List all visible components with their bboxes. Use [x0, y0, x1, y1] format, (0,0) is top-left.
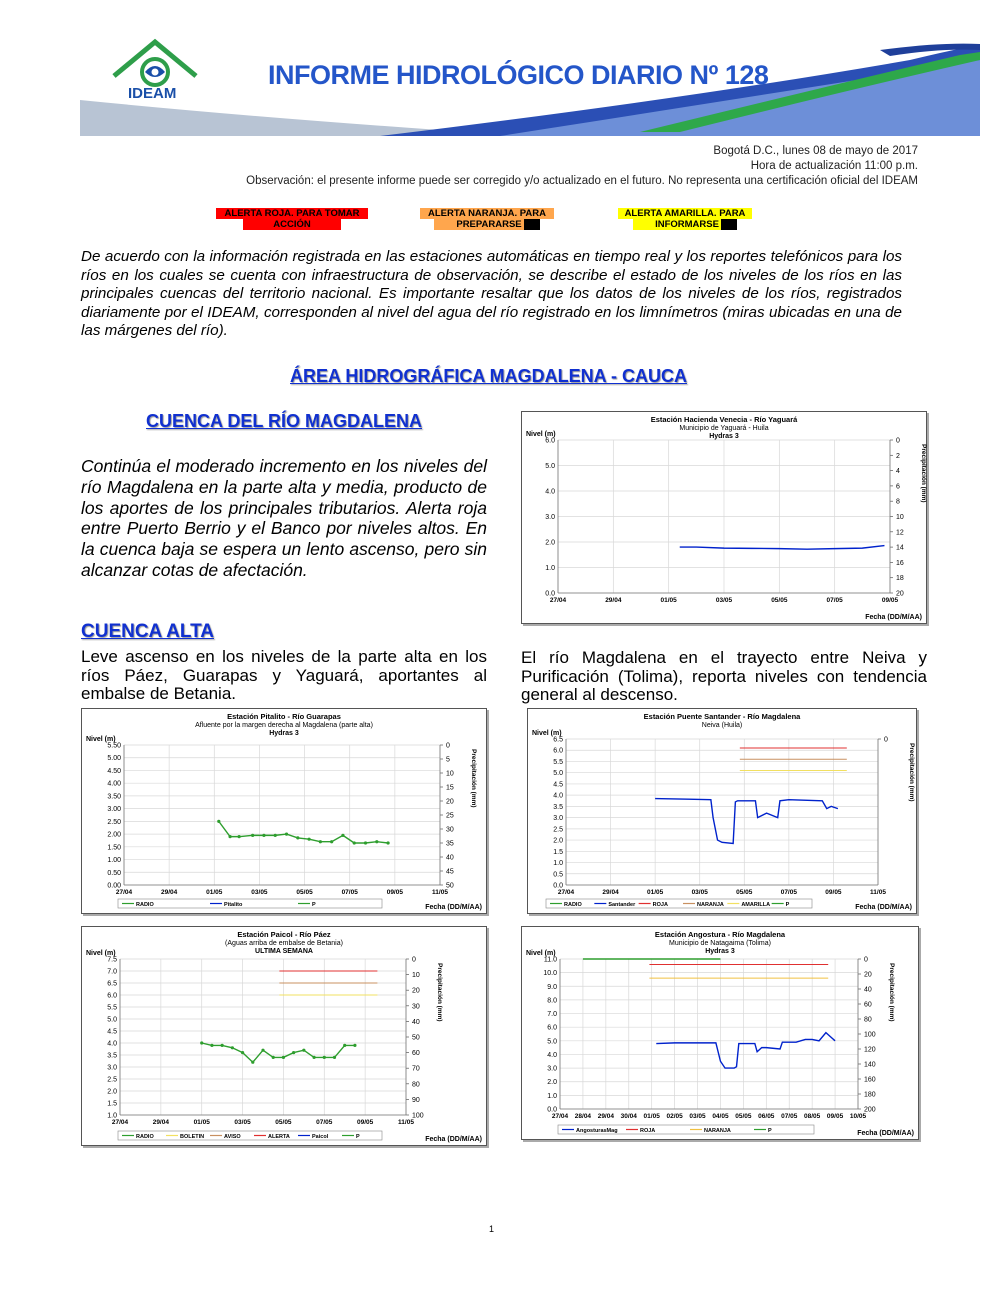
y2-tick-label: 14	[896, 544, 904, 552]
chart-puente-santander	[527, 708, 917, 914]
series-point	[231, 1046, 234, 1049]
y-tick-label: 5.00	[107, 755, 121, 763]
y2-tick-label: 15	[446, 784, 454, 792]
series-point	[221, 1044, 224, 1047]
y2-tick-label: 200	[864, 1106, 876, 1114]
alert-roja-line1: ALERTA ROJA. PARA TOMAR	[216, 208, 368, 219]
series-point	[343, 1044, 346, 1047]
y-tick-label: 7.0	[107, 968, 117, 976]
chart-paicol	[81, 926, 487, 1146]
series-point	[375, 840, 378, 843]
y-tick-label: 10.0	[543, 970, 557, 978]
y2-tick-label: 0	[896, 437, 900, 445]
y-tick-label: 1.50	[107, 844, 121, 852]
x-tick-label: 09/05	[881, 597, 899, 604]
chart-angostura	[521, 926, 919, 1140]
y-tick-label: 3.50	[107, 793, 121, 801]
cuenca-title: CUENCA DEL RÍO MAGDALENA	[146, 411, 423, 431]
x-tick-label: 03/05	[689, 1113, 706, 1120]
chart-title: Estación Pitalito - Río Guarapas	[227, 712, 341, 721]
legend-label: P	[356, 1134, 360, 1140]
alert-naranja-line2: PREPARARSE	[434, 219, 523, 230]
chart-subtitle-2: Hydras 3	[705, 948, 735, 955]
y2-tick-label: 0	[884, 736, 888, 744]
x-tick-label: 05/05	[275, 1119, 292, 1126]
y-tick-label: 5.5	[553, 758, 563, 766]
y-tick-label: 0.00	[107, 882, 121, 890]
y-tick-label: 9.0	[547, 983, 557, 991]
y2-tick-label: 100	[864, 1031, 876, 1039]
series-point	[364, 841, 367, 844]
y-tick-label: 1.5	[107, 1100, 117, 1108]
y-axis-label: Nivel (m)	[526, 950, 556, 957]
alert-roja-line2: ACCIÓN	[243, 219, 340, 230]
y-tick-label: 4.0	[547, 1051, 557, 1059]
series-point	[282, 1056, 285, 1059]
y2-tick-label: 12	[896, 529, 904, 537]
y-tick-label: 5.0	[545, 463, 555, 470]
y-tick-label: 3.0	[107, 1064, 117, 1072]
legend-label: NARANJA	[704, 1128, 731, 1134]
y-tick-label: 3.5	[107, 1052, 117, 1060]
chart-title: Estación Paicol - Río Páez	[237, 930, 331, 939]
series-point	[200, 1041, 203, 1044]
alert-roja	[216, 208, 368, 230]
y-tick-label: 4.00	[107, 780, 121, 788]
legend-label: P	[785, 902, 790, 908]
x-tick-label: 01/05	[643, 1113, 660, 1120]
x-tick-label: 05/05	[296, 889, 313, 896]
chart-title: Estación Puente Santander - Río Magdalena	[643, 712, 801, 721]
y-axis-label: Nivel (m)	[86, 950, 116, 957]
x-tick-label: 01/05	[660, 597, 677, 604]
x-tick-label: 10/05	[849, 1113, 867, 1120]
y2-tick-label: 10	[412, 972, 420, 980]
y2-tick-label: 160	[864, 1076, 876, 1084]
intro-paragraph: De acuerdo con la información registrada en las estaciones automáticas en tiempo real y los reportes telefónicos para los ríos en los cuales se cuenta con infraestructura de observación, se describe el estado de los niveles de los ríos en las principales cuencas del territorio nacional. Es importante resaltar que los datos de los niveles de los ríos, registrados diariamente por el IDEAM, corresponden al nivel del agua del río registrado en los limnímetros (miras ubicadas en una de las márgenes del río).	[81, 248, 902, 339]
chart-subtitle-2: Hydras 3	[709, 433, 739, 440]
series-point	[330, 840, 333, 843]
y-tick-label: 6.5	[553, 736, 563, 744]
y2-tick-label: 10	[446, 770, 454, 778]
y-tick-label: 0.5	[553, 871, 563, 879]
x-tick-label: 30/04	[620, 1113, 637, 1120]
y2-tick-label: 120	[864, 1046, 876, 1054]
y-axis-label: Nivel (m)	[532, 730, 562, 737]
series-point	[292, 1051, 295, 1054]
y2-tick-label: 20	[896, 590, 904, 598]
y2-tick-label: 90	[412, 1096, 420, 1104]
series-point	[241, 1051, 244, 1054]
chart-pitalito	[81, 708, 487, 914]
y-tick-label: 3.0	[553, 815, 563, 823]
x-tick-label: 05/05	[735, 1113, 752, 1120]
x-tick-label: 29/04	[161, 889, 178, 896]
y2-tick-label: 40	[446, 854, 454, 862]
x-tick-label: 06/05	[758, 1113, 775, 1120]
y2-tick-label: 140	[864, 1061, 876, 1069]
alert-amarilla	[618, 208, 752, 230]
x-tick-label: 27/04	[551, 1113, 569, 1120]
alert-amarilla-line2: INFORMARSE	[633, 219, 721, 230]
alert-naranja-line1: ALERTA NARANJA. PARA	[420, 208, 554, 219]
y-tick-label: 4.0	[107, 1040, 117, 1048]
chart-subtitle: Municipio de Natagaima (Tolima)	[669, 940, 771, 947]
y-tick-label: 4.0	[553, 792, 563, 800]
legend-label: Paicol	[312, 1134, 329, 1140]
series-point	[251, 1061, 254, 1064]
x-tick-label: 29/04	[152, 1119, 169, 1126]
chart-subtitle: Neiva (Huila)	[701, 722, 743, 729]
series-point	[319, 840, 322, 843]
chart-subtitle-2: Hydras 3	[269, 730, 299, 737]
y-tick-label: 1.0	[553, 860, 563, 868]
series-point	[285, 832, 288, 835]
y-tick-label: 0.0	[545, 590, 555, 598]
y2-tick-label: 18	[896, 575, 904, 583]
y-tick-label: 3.0	[547, 1065, 557, 1073]
series-point	[274, 834, 277, 837]
chart-title: Estación Angostura - Río Magdalena	[654, 930, 786, 939]
y-tick-label: 4.50	[107, 767, 121, 775]
y-tick-label: 1.00	[107, 857, 121, 865]
chart-subtitle: Municipio de Yaguará - Huila	[679, 425, 769, 432]
legend-label: ROJA	[640, 1128, 656, 1134]
y2-tick-label: 80	[412, 1081, 420, 1089]
x-axis-label: Fecha (DD/M/AA)	[425, 1136, 482, 1143]
y-tick-label: 0.0	[547, 1106, 557, 1114]
y2-tick-label: 20	[864, 971, 872, 979]
series-line	[655, 799, 838, 844]
legend-label: RADIO	[564, 902, 582, 908]
y-tick-label: 0.50	[107, 869, 121, 877]
x-axis-label: Fecha (DD/M/AA)	[425, 904, 482, 911]
x-tick-label: 09/05	[386, 889, 403, 896]
y2-tick-label: 60	[412, 1050, 420, 1058]
series-point	[296, 836, 299, 839]
y-tick-label: 11.0	[543, 956, 557, 964]
x-tick-label: 03/05	[691, 889, 708, 896]
series-point	[302, 1049, 305, 1052]
chart-subtitle: (Aguas arriba de embalse de Betania)	[225, 940, 343, 947]
y2-tick-label: 16	[896, 559, 904, 567]
series-point	[228, 835, 231, 838]
y2-tick-label: 20	[446, 798, 454, 806]
y-axis-label: Nivel (m)	[526, 431, 556, 438]
series-point	[307, 838, 310, 841]
x-tick-label: 27/04	[115, 889, 133, 896]
y2-axis-label: Precipitación (mm)	[470, 749, 477, 808]
x-tick-label: 01/05	[647, 889, 664, 896]
legend-label: ALERTA	[268, 1134, 290, 1140]
legend-label: RADIO	[136, 1134, 154, 1140]
y2-tick-label: 8	[896, 498, 900, 506]
x-tick-label: 29/04	[605, 597, 622, 604]
x-tick-label: 11/05	[432, 889, 448, 896]
series-point	[217, 820, 220, 823]
y2-tick-label: 45	[446, 868, 454, 876]
x-axis-label: Fecha (DD/M/AA)	[865, 614, 922, 621]
y-tick-label: 3.5	[553, 803, 563, 811]
legend-label: Pitalito	[224, 902, 243, 908]
x-tick-label: 27/04	[111, 1119, 129, 1126]
y2-tick-label: 4	[896, 468, 900, 476]
x-tick-label: 28/04	[574, 1113, 592, 1120]
x-tick-label: 01/05	[193, 1119, 210, 1126]
y-tick-label: 1.0	[547, 1092, 557, 1100]
legend-label: AVISO	[224, 1134, 241, 1140]
chart-title: Estación Hacienda Venecia - Río Yaguará	[650, 415, 798, 424]
y-tick-label: 7.5	[107, 956, 117, 964]
x-tick-label: 09/05	[826, 1113, 844, 1120]
y-tick-label: 4.5	[107, 1028, 117, 1036]
legend-box	[118, 899, 382, 908]
series-point	[251, 834, 254, 837]
x-tick-label: 09/05	[357, 1119, 374, 1126]
y-tick-label: 7.0	[547, 1011, 557, 1019]
y2-tick-label: 0	[446, 742, 450, 750]
x-tick-label: 11/05	[870, 889, 886, 896]
y2-tick-label: 100	[412, 1112, 424, 1120]
y2-axis-label: Precipitación (mm)	[888, 963, 895, 1022]
y-tick-label: 0.0	[553, 882, 563, 890]
legend-label: AngosturasMag	[576, 1128, 618, 1134]
y2-tick-label: 6	[896, 483, 900, 491]
y2-tick-label: 60	[864, 1001, 872, 1009]
x-tick-label: 27/04	[557, 889, 575, 896]
series-point	[238, 835, 241, 838]
y-tick-label: 1.0	[107, 1112, 117, 1120]
y2-tick-label: 0	[864, 956, 868, 964]
x-tick-label: 09/05	[825, 889, 842, 896]
y2-tick-label: 0	[412, 956, 416, 964]
series-point	[386, 841, 389, 844]
x-tick-label: 04/05	[712, 1113, 729, 1120]
logo-text: IDEAM	[128, 85, 177, 102]
x-tick-label: 07/05	[781, 1113, 798, 1120]
x-axis-label: Fecha (DD/M/AA)	[857, 1130, 914, 1137]
y2-tick-label: 5	[446, 756, 450, 764]
chart-paicol-svg	[82, 927, 486, 1145]
x-tick-label: 03/05	[234, 1119, 251, 1126]
series-point	[333, 1056, 336, 1059]
legend-label: NARANJA	[697, 902, 724, 908]
y2-axis-label: Precipitación (mm)	[436, 963, 443, 1022]
y2-tick-label: 30	[412, 1003, 420, 1011]
page-number: 1	[489, 1224, 495, 1234]
redaction-block	[721, 219, 737, 230]
legend-label: AMARILLA	[741, 902, 771, 908]
report-title: INFORME HIDROLÓGICO DIARIO Nº 128	[268, 60, 769, 90]
y-tick-label: 2.5	[107, 1076, 117, 1084]
legend-label: RADIO	[136, 902, 154, 908]
y-tick-label: 6.0	[553, 747, 563, 755]
series-point	[262, 834, 265, 837]
y-tick-label: 1.0	[545, 565, 555, 572]
series-line	[680, 546, 885, 550]
x-tick-label: 08/05	[804, 1113, 821, 1120]
x-tick-label: 07/05	[341, 889, 358, 896]
chart-angostura-svg	[522, 927, 918, 1139]
alta-paragraph: Leve ascenso en los niveles de la parte alta en los ríos Páez, Guarapas y Yaguará, aportantes al embalse de Betania.	[81, 647, 487, 703]
series-line	[656, 1033, 835, 1068]
x-tick-label: 07/05	[780, 889, 797, 896]
series-point	[261, 1049, 264, 1052]
chart-puente-santander-svg	[528, 709, 916, 913]
y-tick-label: 8.0	[547, 997, 557, 1005]
right-paragraph: El río Magdalena en el trayecto entre Neiva y Purificación (Tolima), reporta niveles con tendencia general al descenso.	[521, 648, 927, 704]
chart-subtitle: Afluente por la margen derecha al Magdalena (parte alta)	[195, 722, 373, 729]
x-tick-label: 02/05	[666, 1113, 683, 1120]
y-tick-label: 2.0	[547, 1079, 557, 1087]
y2-tick-label: 70	[412, 1065, 420, 1073]
legend-label: P	[312, 902, 316, 908]
chart-subtitle-2: ULTIMA SEMANA	[255, 948, 313, 955]
chart-hacienda-venecia	[521, 411, 927, 624]
x-tick-label: 29/04	[602, 889, 619, 896]
x-axis-label: Fecha (DD/M/AA)	[855, 904, 912, 911]
series-line	[219, 821, 388, 843]
series-point	[272, 1056, 275, 1059]
series-line	[202, 1043, 355, 1062]
y-tick-label: 6.0	[547, 1024, 557, 1032]
y2-tick-label: 50	[446, 882, 454, 890]
date-line: Bogotá D.C., lunes 08 de mayo de 2017	[713, 145, 918, 157]
y-tick-label: 5.5	[107, 1004, 117, 1012]
y2-tick-label: 30	[446, 826, 454, 834]
alert-naranja	[420, 208, 554, 230]
alta-title: CUENCA ALTA	[81, 621, 214, 642]
alert-amarilla-line1: ALERTA AMARILLA. PARA	[618, 208, 752, 219]
y-tick-label: 3.0	[545, 514, 555, 521]
legend-label: Santander	[608, 902, 636, 908]
y-tick-label: 5.50	[107, 742, 121, 750]
cuenca-paragraph: Continúa el moderado incremento en los niveles del río Magdalena en la parte alta y media, producto de los aportes de los principales tributarios. Alerta roja entre Puerto Berrio y el Banco por niveles altos. En la cuenca baja se espera un lento ascenso, pero sin alcanzar cotas de afectación.	[81, 456, 487, 580]
series-point	[323, 1056, 326, 1059]
update-line: Hora de actualización 11:00 p.m.	[750, 160, 918, 172]
series-point	[353, 841, 356, 844]
y-tick-label: 5.0	[547, 1038, 557, 1046]
y2-tick-label: 2	[896, 452, 900, 460]
x-tick-label: 05/05	[736, 889, 753, 896]
y2-tick-label: 180	[864, 1091, 876, 1099]
y-tick-label: 2.0	[553, 837, 563, 845]
y2-tick-label: 20	[412, 987, 420, 995]
y-tick-label: 6.0	[545, 437, 555, 445]
y-tick-label: 2.5	[553, 826, 563, 834]
y-tick-label: 4.0	[545, 488, 555, 496]
x-tick-label: 07/05	[316, 1119, 333, 1126]
y-tick-label: 5.0	[107, 1016, 117, 1024]
chart-pitalito-svg	[82, 709, 486, 913]
y2-tick-label: 25	[446, 812, 454, 820]
y-tick-label: 6.5	[107, 980, 117, 988]
y-tick-label: 2.50	[107, 818, 121, 826]
y-tick-label: 5.0	[553, 770, 563, 778]
legend-label: P	[768, 1128, 772, 1134]
y2-tick-label: 10	[896, 514, 904, 521]
y-tick-label: 2.00	[107, 831, 121, 839]
x-tick-label: 07/05	[826, 597, 843, 604]
y2-tick-label: 40	[864, 986, 872, 994]
y2-tick-label: 40	[412, 1018, 420, 1026]
x-tick-label: 29/04	[597, 1113, 614, 1120]
series-point	[341, 834, 344, 837]
observation-line: Observación: el presente informe puede ser corregido y/o actualizado en el futuro. No representa una certificación oficial del IDEAM	[246, 175, 918, 187]
x-tick-label: 01/05	[206, 889, 223, 896]
y-tick-label: 2.0	[107, 1088, 117, 1096]
legend-label: ROJA	[652, 902, 668, 908]
x-tick-label: 03/05	[251, 889, 268, 896]
x-tick-label: 05/05	[771, 597, 788, 604]
y-tick-label: 4.5	[553, 781, 563, 789]
y-tick-label: 3.00	[107, 806, 121, 814]
y-axis-label: Nivel (m)	[86, 736, 116, 743]
y-tick-label: 6.0	[107, 992, 117, 1000]
y2-tick-label: 35	[446, 840, 454, 848]
legend-label: BOLETIN	[180, 1134, 205, 1140]
redaction-block	[524, 219, 540, 230]
y-tick-label: 1.5	[553, 848, 563, 856]
y2-axis-label: Precipitación (mm)	[920, 444, 927, 503]
area-title: ÁREA HIDROGRÁFICA MAGDALENA - CAUCA	[290, 366, 687, 386]
series-point	[353, 1044, 356, 1047]
y2-axis-label: Precipitación (mm)	[908, 743, 915, 802]
x-tick-label: 11/05	[398, 1119, 414, 1126]
y2-tick-label: 50	[412, 1034, 420, 1042]
y2-tick-label: 80	[864, 1016, 872, 1024]
series-point	[312, 1056, 315, 1059]
y-tick-label: 2.0	[545, 539, 555, 547]
x-tick-label: 27/04	[549, 597, 567, 604]
series-point	[210, 1044, 213, 1047]
chart-hacienda-venecia-svg	[522, 412, 926, 623]
x-tick-label: 03/05	[715, 597, 733, 604]
